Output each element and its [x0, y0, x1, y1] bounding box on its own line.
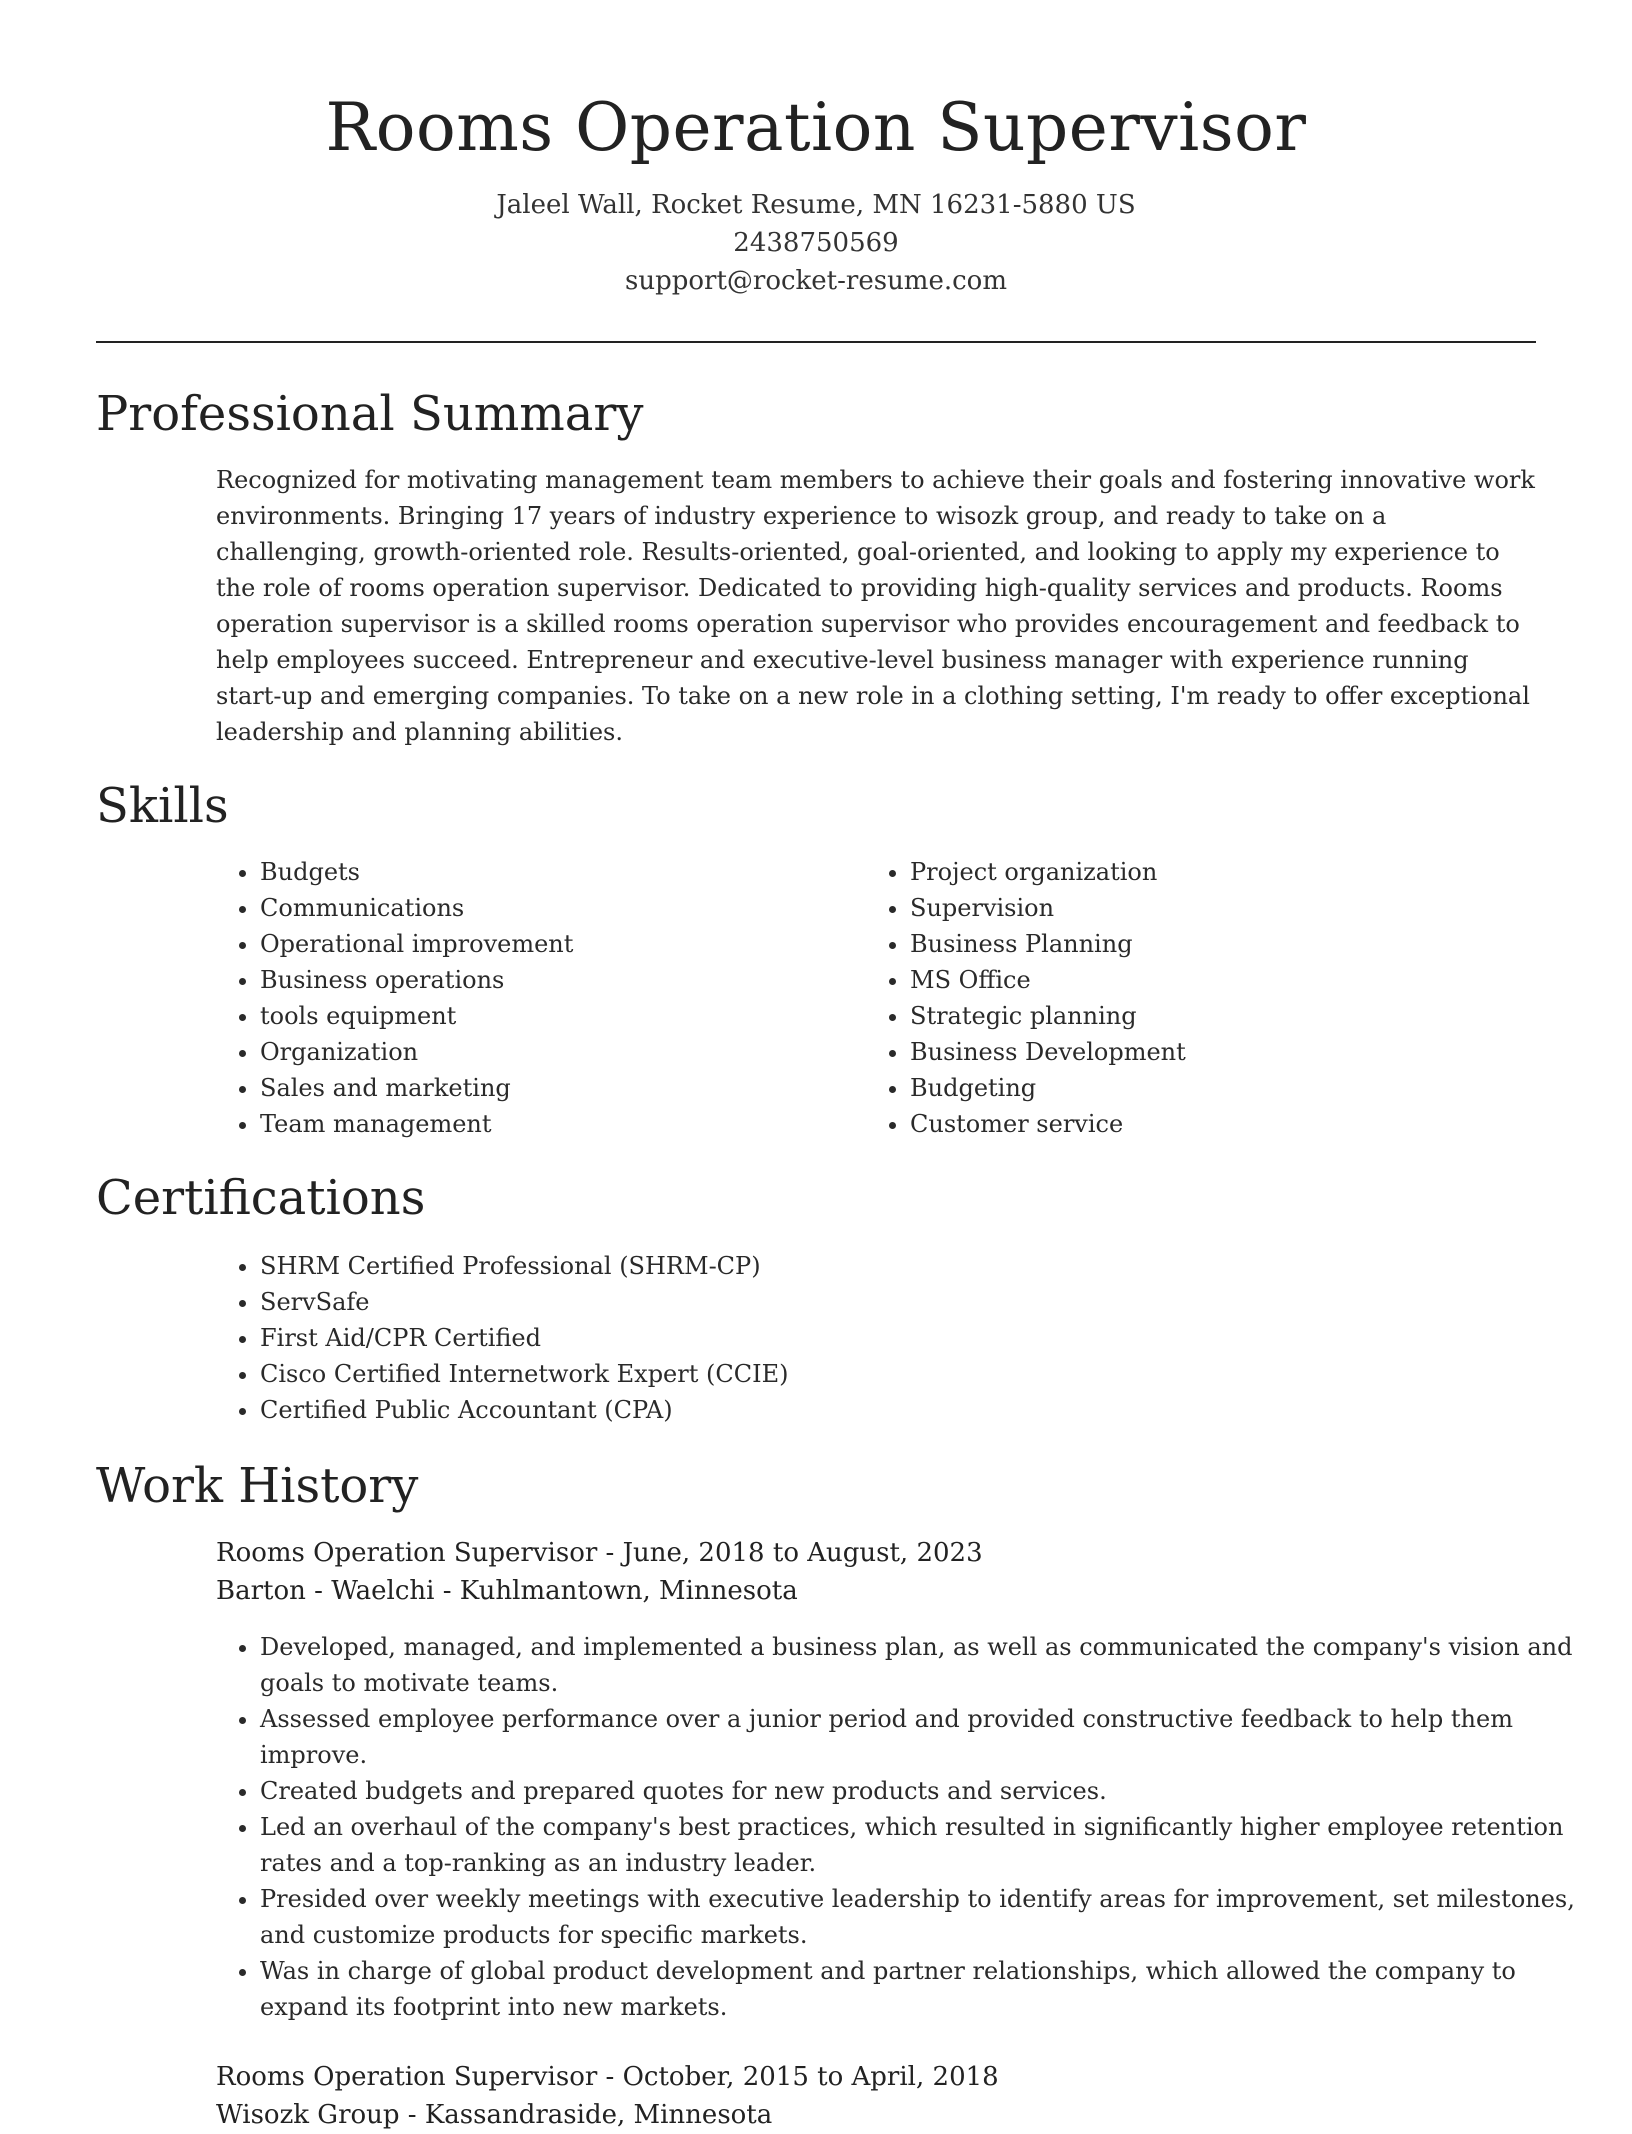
summary-heading: Professional Summary — [96, 386, 644, 442]
skill-item: • Team management — [260, 1106, 860, 1142]
job-duty-item: • Developed, managed, and implemented a business plan, as well as communicated the company's vision and goals to motivate teams. — [260, 1629, 1580, 1701]
skill-item: • Business Development — [910, 1034, 1510, 1070]
job-duty-item: • Was in charge of global product development and partner relationships, which allowed the company to expand its footprint into new markets. — [260, 1953, 1580, 2025]
skills-heading: Skills — [96, 778, 229, 834]
skill-item: • Budgets — [260, 854, 860, 890]
contact-email: support@rocket-resume.com — [624, 266, 1007, 296]
skill-item: • Sales and marketing — [260, 1070, 860, 1106]
skill-item: • Supervision — [910, 890, 1510, 926]
skill-item: • Business Planning — [910, 926, 1510, 962]
certifications-heading: Certifications — [96, 1170, 426, 1226]
job-duty-item: • Assessed employee performance over a junior period and provided constructive feedback to help them improve. — [260, 1701, 1580, 1773]
skills-list-left — [216, 854, 860, 1142]
certification-item: • Certified Public Accountant (CPA) — [260, 1392, 1460, 1428]
skill-item: • Business operations — [260, 962, 860, 998]
resume-header — [96, 78, 1536, 300]
contact-address: Jaleel Wall, Rocket Resume, MN 16231-5880 US — [496, 190, 1136, 220]
job-duty-item: • Led an overhaul of the company's best practices, which resulted in significantly higher employee retention rates and a top-ranking as an industry leader. — [260, 1809, 1580, 1881]
skill-item: • tools equipment — [260, 998, 860, 1034]
work-history-heading: Work History — [96, 1458, 419, 1514]
skills-list-right — [866, 854, 1510, 1142]
certification-item: • SHRM Certified Professional (SHRM-CP) — [260, 1248, 1460, 1284]
skill-item: • Organization — [260, 1034, 860, 1070]
job-duty-item: • Presided over weekly meetings with executive leadership to identify areas for improvement, set milestones, and customize products for specific markets. — [260, 1881, 1580, 1953]
resume-title: Rooms Operation Supervisor — [325, 89, 1307, 166]
certification-item: • ServSafe — [260, 1284, 1460, 1320]
certification-item: • First Aid/CPR Certified — [260, 1320, 1460, 1356]
job-company-line: Wisozk Group - Kassandraside, Minnesota — [216, 2100, 773, 2130]
skill-item: • Budgeting — [910, 1070, 1510, 1106]
job-company-line: Barton - Waelchi - Kuhlmantown, Minnesota — [216, 1576, 798, 1606]
contact-phone: 2438750569 — [733, 228, 899, 258]
job-duty-item: • Created budgets and prepared quotes for new products and services. — [260, 1773, 1580, 1809]
skill-item: • Strategic planning — [910, 998, 1510, 1034]
header-divider — [96, 341, 1536, 343]
certifications-list — [216, 1248, 1460, 1428]
skill-item: • Operational improvement — [260, 926, 860, 962]
job-title-line: Rooms Operation Supervisor - October, 2015 to April, 2018 — [216, 2062, 999, 2092]
job-duties-list — [216, 1629, 1580, 2025]
certification-item: • Cisco Certified Internetwork Expert (CCIE) — [260, 1356, 1460, 1392]
skill-item: • Project organization — [910, 854, 1510, 890]
job-title-line: Rooms Operation Supervisor - June, 2018 to August, 2023 — [216, 1538, 983, 1568]
skill-item: • Communications — [260, 890, 860, 926]
summary-text: Recognized for motivating management team members to achieve their goals and fostering innovative work environments. Bringing 17 years of industry experience to wisozk group, and ready to take on a challenging, growth-oriented role. Results-oriented, goal-oriented, and looking to apply my experience to the role of rooms operation supervisor. Dedicated to providing high-quality services and products. Rooms operation supervisor is a skilled rooms operation supervisor who provides encouragement and feedback to help employees succeed. Entrepreneur and executive-level business manager with experience running start-up and emerging companies. To take on a new role in a clothing setting, I'm ready to offer exceptional leadership and planning abilities. — [216, 466, 1535, 746]
skill-item: • Customer service — [910, 1106, 1510, 1142]
skill-item: • MS Office — [910, 962, 1510, 998]
